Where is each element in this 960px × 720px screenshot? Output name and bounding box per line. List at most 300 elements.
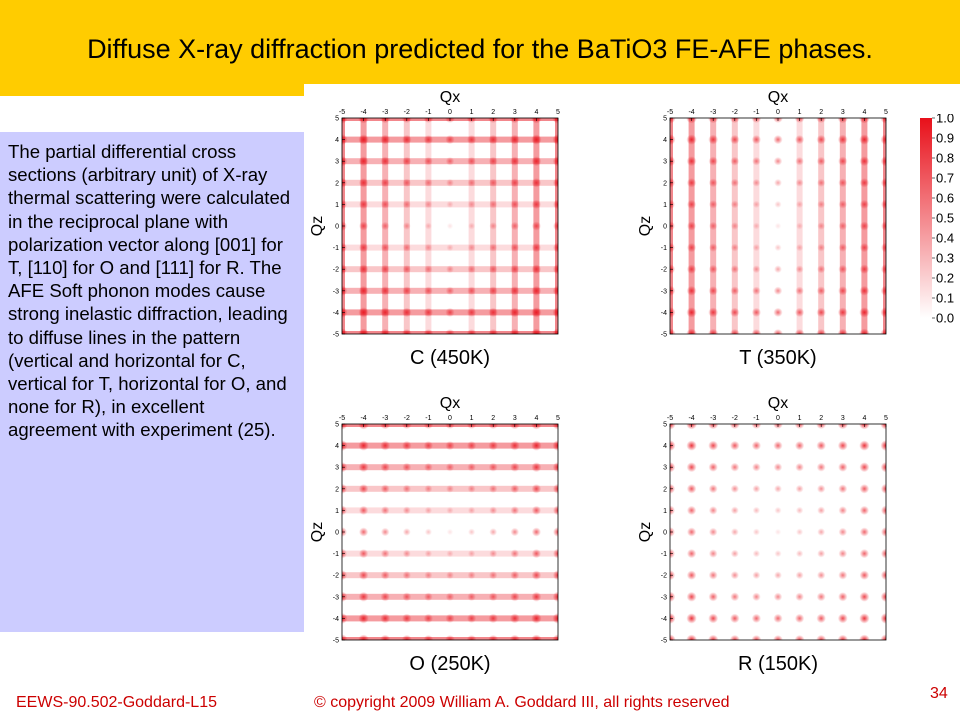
bragg-spot (687, 286, 697, 296)
bragg-spot (532, 221, 541, 230)
bragg-spot (510, 441, 520, 451)
x-tick-label: 0 (776, 415, 780, 422)
bragg-spot (795, 463, 804, 472)
bragg-spot (425, 222, 432, 229)
bragg-spot (687, 549, 696, 558)
bragg-spot (381, 484, 390, 493)
bragg-spot (468, 571, 476, 579)
bragg-spot (709, 200, 718, 209)
bragg-spot (838, 157, 847, 166)
bragg-spot (488, 614, 498, 624)
bragg-spot (446, 287, 455, 296)
bragg-spot (731, 571, 739, 579)
y-tick-label: -3 (332, 594, 339, 602)
diffraction-plot (304, 86, 634, 372)
bragg-spot (532, 527, 541, 536)
bragg-spot (510, 307, 520, 317)
bragg-spot (752, 614, 761, 623)
bragg-spot (838, 549, 847, 558)
bragg-spot (687, 156, 697, 166)
bragg-spot (687, 527, 696, 536)
bragg-spot (403, 485, 411, 493)
y-tick-label: -3 (660, 288, 667, 296)
bragg-spot (709, 506, 718, 515)
colorbar-label: 0.5 (936, 210, 955, 226)
x-tick-label: 5 (884, 109, 888, 116)
bragg-spot (532, 484, 542, 494)
x-tick-label: 1 (797, 415, 802, 422)
bragg-spot (817, 592, 826, 601)
bragg-spot (510, 135, 520, 145)
bragg-spot (467, 463, 476, 472)
bragg-spot (446, 507, 453, 514)
bragg-spot (796, 571, 804, 579)
bragg-spot (817, 244, 825, 252)
bragg-spot (359, 286, 369, 296)
bragg-spot (532, 570, 542, 580)
bragg-spot (709, 286, 718, 295)
bragg-spot (489, 528, 497, 536)
bragg-spot (709, 243, 718, 252)
bragg-spot (380, 613, 390, 623)
bragg-spot (531, 156, 541, 166)
bragg-spot (817, 179, 825, 187)
bragg-spot (381, 265, 390, 274)
bragg-spot (510, 571, 519, 580)
bragg-spot (795, 286, 804, 295)
x-tick-label: -1 (425, 109, 432, 116)
bragg-spot (468, 222, 475, 229)
bragg-spot (381, 549, 390, 558)
x-tick-label: 1 (469, 109, 474, 116)
colorbar-label: 0.8 (936, 150, 955, 166)
x-tick-label: -2 (731, 415, 738, 422)
colorbar-label: 0.3 (936, 250, 955, 266)
bragg-spot (402, 463, 411, 472)
bragg-spot (359, 264, 369, 274)
y-tick-label: 2 (663, 180, 667, 188)
bragg-spot (532, 264, 542, 274)
bragg-spot (467, 286, 476, 295)
bragg-spot (687, 570, 697, 580)
bragg-spot (709, 463, 718, 472)
bragg-spot (817, 506, 825, 514)
y-tick-label: -4 (660, 309, 667, 317)
bragg-spot (730, 441, 740, 451)
diffraction-plot (632, 392, 960, 678)
bragg-spot (731, 265, 739, 273)
bragg-spot (381, 506, 390, 515)
bragg-spot (489, 571, 497, 579)
bragg-spot (709, 178, 718, 187)
bragg-spot (731, 506, 739, 514)
bragg-spot (860, 243, 869, 252)
bragg-spot (446, 463, 455, 472)
x-tick-label: 3 (512, 109, 517, 116)
bragg-spot (730, 463, 739, 472)
bragg-spot (532, 549, 541, 558)
bragg-spot (380, 441, 390, 451)
bragg-spot (489, 157, 498, 166)
diffraction-panel-t (632, 86, 960, 372)
y-tick-label: -4 (332, 615, 339, 623)
bragg-spot (774, 571, 782, 579)
bragg-spot (446, 157, 455, 166)
bragg-spot (859, 307, 869, 317)
bragg-spot (860, 549, 869, 558)
bragg-spot (488, 308, 498, 318)
x-tick-label: -5 (338, 109, 346, 116)
bragg-spot (708, 441, 718, 451)
bragg-spot (753, 201, 760, 208)
bragg-spot (424, 614, 433, 623)
bragg-spot (403, 550, 411, 558)
bragg-spot (510, 549, 519, 558)
bragg-spot (817, 528, 825, 536)
diffraction-panel-c (304, 86, 634, 372)
bragg-spot (752, 157, 761, 166)
bragg-spot (860, 527, 869, 536)
y-tick-label: 4 (663, 443, 667, 451)
bragg-spot (859, 286, 869, 296)
panel-caption: C (450K) (409, 347, 491, 369)
bragg-spot (817, 571, 825, 579)
x-tick-label: 2 (491, 415, 496, 422)
bragg-spot (839, 528, 848, 537)
bragg-spot (774, 265, 782, 273)
bragg-spot (774, 179, 782, 187)
bragg-spot (531, 613, 541, 623)
bragg-spot (775, 529, 781, 535)
bragg-spot (359, 527, 368, 536)
bragg-spot (731, 200, 739, 208)
x-tick-label: 1 (797, 109, 802, 116)
bragg-spot (730, 157, 739, 166)
bragg-spot (424, 308, 433, 317)
bragg-spot (775, 223, 781, 229)
bragg-spot (774, 485, 782, 493)
bragg-spot (381, 200, 390, 209)
bragg-spot (468, 265, 476, 273)
bragg-spot (817, 550, 825, 558)
bragg-spot (358, 307, 368, 317)
bragg-spot (859, 156, 869, 166)
y-tick-label: -3 (660, 594, 667, 602)
y-tick-label: 5 (335, 115, 339, 123)
bragg-spot (860, 200, 869, 209)
y-tick-label: -1 (660, 551, 667, 559)
bragg-spot (531, 286, 541, 296)
bragg-spot (531, 307, 541, 317)
bragg-spot (709, 484, 718, 493)
bragg-spot (731, 485, 739, 493)
bragg-spot (403, 179, 411, 187)
bragg-spot (774, 593, 783, 602)
bragg-spot (796, 507, 803, 514)
bragg-spot (709, 528, 718, 537)
bragg-spot (425, 528, 432, 535)
bragg-spot (859, 134, 869, 144)
bragg-spot (817, 200, 825, 208)
bragg-spot (359, 506, 368, 515)
bragg-spot (402, 592, 411, 601)
bragg-spot (447, 223, 453, 229)
colorbar-label: 0.6 (936, 190, 955, 206)
bragg-spot (489, 179, 497, 187)
x-tick-label: 5 (556, 415, 560, 422)
footer-copyright: © copyright 2009 William A. Goddard III, all rights reserved (314, 694, 730, 711)
x-tick-label: -4 (360, 109, 367, 116)
y-tick-label: 5 (663, 421, 667, 429)
bragg-spot (403, 571, 411, 579)
x-tick-label: 0 (776, 109, 780, 116)
bragg-spot (730, 614, 740, 624)
bragg-spot (816, 614, 826, 624)
y-axis-label: Qz (309, 215, 326, 237)
bragg-spot (359, 200, 368, 209)
x-tick-label: -1 (753, 109, 760, 116)
bragg-spot (860, 570, 870, 580)
bragg-spot (859, 592, 869, 602)
bragg-spot (838, 571, 847, 580)
y-tick-label: 0 (335, 529, 339, 537)
x-tick-label: 0 (448, 109, 452, 116)
panel-caption: O (250K) (409, 653, 491, 675)
colorbar-label: 0.2 (936, 270, 955, 286)
y-tick-label: -1 (332, 551, 339, 559)
bragg-spot (489, 222, 497, 230)
x-tick-label: -1 (425, 415, 432, 422)
y-tick-label: 4 (663, 137, 667, 145)
bragg-spot (446, 201, 453, 208)
bragg-spot (774, 287, 783, 296)
colorbar-label: 0.4 (936, 230, 955, 246)
title-bar-tab (0, 84, 304, 96)
bragg-spot (402, 286, 411, 295)
y-tick-label: -4 (332, 309, 339, 317)
bragg-spot (403, 506, 411, 514)
bragg-spot (816, 135, 826, 145)
y-tick-label: 0 (663, 223, 667, 231)
y-tick-label: -2 (660, 572, 667, 580)
bragg-spot (446, 593, 455, 602)
y-tick-label: -1 (332, 245, 339, 253)
footer-course-id: EEWS-90.502-Goddard-L15 (16, 694, 217, 711)
bragg-spot (446, 485, 454, 493)
bragg-spot (468, 201, 475, 208)
y-tick-label: 0 (335, 223, 339, 231)
bragg-spot (425, 201, 432, 208)
bragg-spot (753, 528, 760, 535)
bragg-spot (839, 222, 848, 231)
y-tick-label: -5 (660, 637, 667, 645)
x-tick-label: 3 (840, 109, 845, 116)
y-tick-label: 1 (335, 201, 339, 209)
bragg-spot (752, 308, 761, 317)
bragg-spot (359, 570, 369, 580)
bragg-spot (532, 178, 542, 188)
panel-caption: R (150K) (737, 653, 819, 675)
bragg-spot (796, 222, 803, 229)
bragg-spot (468, 485, 476, 493)
x-tick-label: -3 (382, 415, 389, 422)
bragg-spot (510, 484, 519, 493)
bragg-spot (381, 243, 390, 252)
bragg-spot (752, 179, 760, 187)
bragg-spot (817, 222, 825, 230)
colorbar-label: 0.0 (936, 310, 955, 324)
bragg-spot (796, 550, 803, 557)
x-tick-label: 4 (862, 415, 867, 422)
bragg-spot (531, 462, 541, 472)
bragg-spot (731, 550, 739, 558)
description-box (0, 132, 304, 632)
bragg-spot (402, 157, 411, 166)
x-tick-label: 2 (491, 109, 496, 116)
bragg-spot (510, 200, 519, 209)
bragg-spot (730, 135, 740, 145)
bragg-spot (424, 135, 433, 144)
x-tick-label: 3 (512, 415, 517, 422)
bragg-spot (467, 614, 476, 623)
x-tick-label: 3 (840, 415, 845, 422)
bragg-spot (752, 485, 760, 493)
x-tick-label: 0 (448, 415, 452, 422)
bragg-spot (838, 307, 848, 317)
x-tick-label: -5 (666, 415, 674, 422)
bragg-spot (687, 221, 696, 230)
bragg-spot (424, 265, 432, 273)
y-tick-label: -2 (332, 572, 339, 580)
y-tick-label: 2 (335, 180, 339, 188)
bragg-spot (467, 592, 476, 601)
bragg-spot (774, 157, 783, 166)
bragg-spot (510, 613, 520, 623)
bragg-spot (731, 222, 739, 230)
bragg-spot (424, 157, 433, 166)
y-tick-label: 1 (663, 507, 667, 515)
bragg-spot (774, 507, 781, 514)
bragg-spot (510, 157, 519, 166)
x-axis-label: Qx (439, 395, 461, 412)
bragg-spot (817, 463, 826, 472)
bragg-spot (424, 463, 433, 472)
y-tick-label: 0 (663, 529, 667, 537)
bragg-spot (467, 308, 476, 317)
bragg-spot (859, 462, 869, 472)
bragg-spot (730, 286, 739, 295)
bragg-spot (687, 243, 696, 252)
bragg-spot (708, 613, 718, 623)
bragg-spot (860, 506, 869, 515)
bragg-spot (358, 440, 368, 450)
x-tick-label: 5 (884, 415, 888, 422)
bragg-spot (860, 484, 870, 494)
bragg-spot (774, 463, 783, 472)
bragg-spot (510, 178, 519, 187)
bragg-spot (380, 135, 390, 145)
bragg-spot (424, 179, 432, 187)
bragg-spot (489, 286, 498, 295)
y-tick-label: 4 (335, 443, 339, 451)
y-tick-label: 4 (335, 137, 339, 145)
bragg-spot (510, 592, 519, 601)
bragg-spot (731, 528, 739, 536)
bragg-spot (445, 614, 454, 623)
x-tick-label: -2 (403, 109, 410, 116)
x-tick-label: 2 (819, 109, 824, 116)
bragg-spot (511, 222, 520, 231)
x-tick-label: -3 (710, 109, 717, 116)
bragg-spot (468, 528, 475, 535)
y-tick-label: 2 (335, 486, 339, 494)
y-tick-label: 1 (663, 201, 667, 209)
bragg-spot (838, 506, 847, 515)
bragg-spot (488, 441, 498, 451)
y-axis-label: Qz (637, 521, 654, 543)
bragg-spot (709, 549, 718, 558)
bragg-spot (489, 592, 498, 601)
bragg-spot (838, 613, 848, 623)
bragg-spot (860, 264, 870, 274)
bragg-spot (796, 179, 804, 187)
bragg-spot (510, 286, 519, 295)
bragg-spot (730, 308, 740, 318)
slide-title: Diffuse X-ray diffraction predicted for the BaTiO3 FE-AFE phases. (87, 34, 873, 64)
bragg-spot (402, 441, 412, 451)
bragg-spot (687, 484, 697, 494)
bragg-spot (510, 506, 519, 515)
bragg-spot (510, 463, 519, 472)
y-tick-label: -5 (332, 637, 339, 645)
bragg-spot (468, 244, 475, 251)
bragg-spot (425, 244, 432, 251)
bragg-spot (753, 507, 760, 514)
bragg-spot (359, 549, 368, 558)
colorbar (918, 114, 960, 324)
bragg-spot (403, 200, 411, 208)
bragg-spot (359, 221, 368, 230)
bragg-spot (489, 200, 497, 208)
bragg-spot (752, 135, 761, 144)
bragg-spot (753, 550, 760, 557)
bragg-spot (838, 135, 848, 145)
bragg-spot (795, 592, 804, 601)
x-tick-label: -3 (710, 415, 717, 422)
bragg-spot (446, 550, 453, 557)
bragg-spot (489, 550, 497, 558)
bragg-spot (532, 243, 541, 252)
bragg-spot (817, 286, 826, 295)
bragg-spot (467, 157, 476, 166)
bragg-spot (467, 135, 476, 144)
bragg-spot (532, 506, 541, 515)
bragg-spot (381, 157, 390, 166)
y-tick-label: -3 (332, 288, 339, 296)
bragg-spot (467, 441, 476, 450)
bragg-spot (795, 308, 804, 317)
bragg-spot (752, 265, 760, 273)
bragg-spot (489, 463, 498, 472)
bragg-spot (860, 221, 869, 230)
bragg-spot (796, 528, 803, 535)
colorbar-label: 1.0 (936, 114, 955, 126)
bragg-spot (425, 550, 432, 557)
bragg-spot (425, 507, 432, 514)
bragg-spot (446, 244, 453, 251)
bragg-spot (489, 506, 497, 514)
bragg-spot (381, 592, 390, 601)
